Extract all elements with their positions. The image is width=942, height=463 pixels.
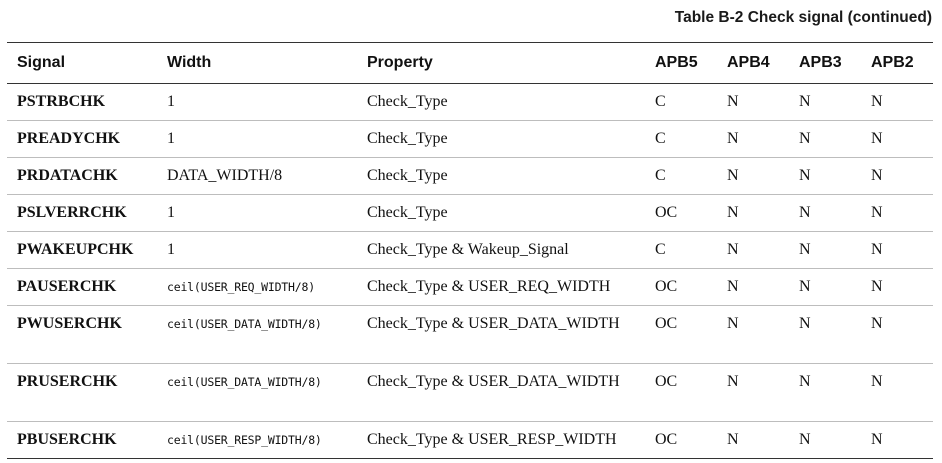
table-row <box>7 121 933 158</box>
apb5-cell: OC <box>645 195 717 232</box>
apb3-cell: N <box>789 158 861 195</box>
signal-cell: PWUSERCHK <box>7 306 157 364</box>
apb2-cell: N <box>861 121 933 158</box>
apb3-cell: N <box>789 422 861 459</box>
apb3-cell: N <box>789 84 861 121</box>
signal-cell: PRUSERCHK <box>7 364 157 422</box>
check-signal-table <box>7 42 933 459</box>
apb4-cell: N <box>717 422 789 459</box>
apb2-cell: N <box>861 195 933 232</box>
apb3-cell: N <box>789 364 861 422</box>
width-code: ceil(USER_RESP_WIDTH/8) <box>167 433 322 447</box>
apb5-cell: C <box>645 158 717 195</box>
apb2-cell: N <box>861 158 933 195</box>
property-cell: Check_Type <box>357 84 645 121</box>
column-header-apb5: APB5 <box>655 54 698 71</box>
signal-cell: PAUSERCHK <box>7 269 157 306</box>
apb3-cell: N <box>789 306 861 364</box>
width-code: ceil(USER_DATA_WIDTH/8) <box>167 317 322 331</box>
property-cell: Check_Type <box>357 121 645 158</box>
column-header-signal: Signal <box>17 54 66 71</box>
signal-cell: PWAKEUPCHK <box>7 232 157 269</box>
signal-cell: PSLVERRCHK <box>7 195 157 232</box>
apb2-cell: N <box>861 306 933 364</box>
apb5-cell: OC <box>645 422 717 459</box>
property-cell: Check_Type <box>357 195 645 232</box>
column-header-apb3: APB3 <box>799 54 842 71</box>
apb3-cell: N <box>789 232 861 269</box>
apb3-cell: N <box>789 121 861 158</box>
property-cell: Check_Type & USER_REQ_WIDTH <box>357 269 645 306</box>
signal-cell: PSTRBCHK <box>7 84 157 121</box>
apb4-cell: N <box>717 269 789 306</box>
apb5-cell: OC <box>645 269 717 306</box>
property-cell: Check_Type & USER_DATA_WIDTH <box>357 364 645 422</box>
apb5-cell: OC <box>645 364 717 422</box>
apb3-cell: N <box>789 195 861 232</box>
column-header-apb4: APB4 <box>727 54 770 71</box>
width-cell <box>157 306 357 364</box>
width-code: ceil(USER_REQ_WIDTH/8) <box>167 280 315 294</box>
apb5-cell: OC <box>645 306 717 364</box>
width-cell: 1 <box>157 232 357 269</box>
apb5-cell: C <box>645 84 717 121</box>
property-cell: Check_Type & USER_RESP_WIDTH <box>357 422 645 459</box>
table-row <box>7 269 933 306</box>
column-header-apb2: APB2 <box>871 54 914 71</box>
table-row <box>7 195 933 232</box>
table-row <box>7 306 933 364</box>
property-cell: Check_Type <box>357 158 645 195</box>
apb4-cell: N <box>717 158 789 195</box>
apb4-cell: N <box>717 232 789 269</box>
header-row <box>7 43 933 84</box>
width-code: ceil(USER_DATA_WIDTH/8) <box>167 375 322 389</box>
apb4-cell: N <box>717 364 789 422</box>
width-cell: 1 <box>157 84 357 121</box>
apb2-cell: N <box>861 422 933 459</box>
width-cell <box>157 364 357 422</box>
apb4-cell: N <box>717 121 789 158</box>
table-row <box>7 232 933 269</box>
apb2-cell: N <box>861 232 933 269</box>
table-caption: Table B-2 Check signal (continued) <box>674 9 932 26</box>
apb2-cell: N <box>861 269 933 306</box>
width-cell: DATA_WIDTH/8 <box>157 158 357 195</box>
column-header-width: Width <box>167 54 212 71</box>
table-header <box>7 43 933 84</box>
table-row <box>7 158 933 195</box>
table-row <box>7 84 933 121</box>
apb5-cell: C <box>645 232 717 269</box>
signal-cell: PRDATACHK <box>7 158 157 195</box>
table-body <box>7 84 933 459</box>
width-cell <box>157 269 357 306</box>
width-cell <box>157 422 357 459</box>
apb2-cell: N <box>861 84 933 121</box>
apb4-cell: N <box>717 195 789 232</box>
apb4-cell: N <box>717 84 789 121</box>
apb5-cell: C <box>645 121 717 158</box>
signal-cell: PREADYCHK <box>7 121 157 158</box>
apb4-cell: N <box>717 306 789 364</box>
apb3-cell: N <box>789 269 861 306</box>
width-cell: 1 <box>157 121 357 158</box>
signal-cell: PBUSERCHK <box>7 422 157 459</box>
width-cell: 1 <box>157 195 357 232</box>
apb2-cell: N <box>861 364 933 422</box>
property-cell: Check_Type & USER_DATA_WIDTH <box>357 306 645 364</box>
property-cell: Check_Type & Wakeup_Signal <box>357 232 645 269</box>
table-row <box>7 422 933 459</box>
column-header-property: Property <box>367 54 433 71</box>
table-row <box>7 364 933 422</box>
